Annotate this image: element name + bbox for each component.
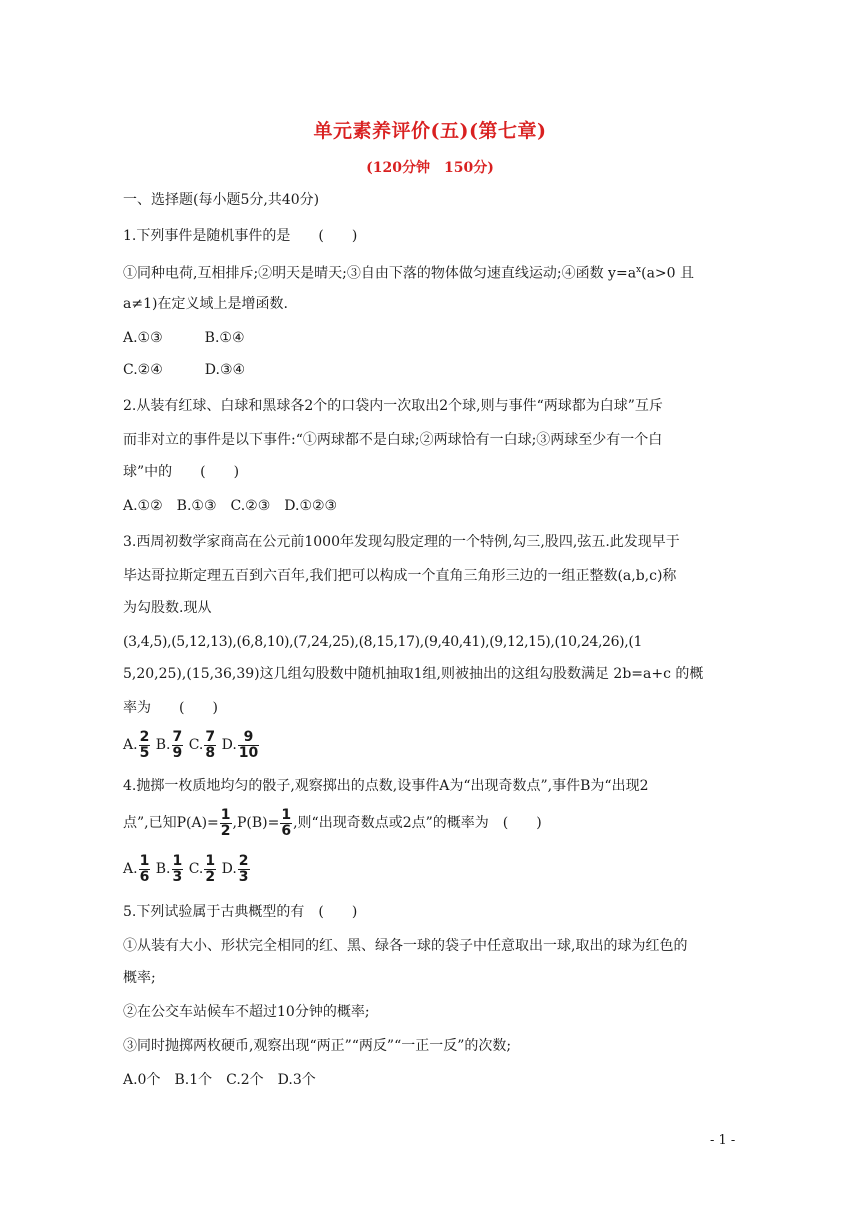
q2-line1: 2.从装有红球、白球和黑球各2个的口袋内一次取出2个球,则与事件“两球都为白球”互斥	[123, 398, 663, 414]
q3-option-d-label: D.	[221, 737, 237, 753]
q4-option-b-label: B.	[155, 861, 171, 877]
q4-option-d-fraction	[238, 854, 250, 885]
fraction-denominator: 3	[238, 868, 249, 885]
q3-option-c-label: C.	[188, 737, 204, 753]
q3-option-a-fraction	[139, 730, 151, 761]
q5-line1: ①从装有大小、形状完全相同的红、黑、绿各一球的袋子中任意取出一球,取出的球为红色的	[123, 938, 688, 954]
q3-line2: 毕达哥拉斯定理五百到六百年,我们把可以构成一个直角三角形三边的一组正整数(a,b,c)称	[123, 568, 677, 584]
q3-option-c-fraction	[204, 730, 216, 761]
fraction-denominator: 9	[172, 744, 183, 761]
fraction-denominator: 5	[139, 744, 150, 761]
fraction-numerator: 2	[238, 852, 249, 869]
q3-line6: 率为 ( )	[123, 700, 218, 716]
q1-line1-text: ①同种电荷,互相排斥;②明天是晴天;③自由下落的物体做匀速直线运动;④函数 y=a	[123, 265, 637, 282]
fraction-numerator: 1	[281, 806, 292, 823]
fraction-denominator: 6	[281, 822, 292, 839]
q4-fraction-pa	[220, 808, 232, 839]
q1-line1-text-end: (a>0 且	[641, 265, 695, 282]
fraction-denominator: 2	[220, 822, 231, 839]
q3-line4: (3,4,5),(5,12,13),(6,8,10),(7,24,25),(8,15,17),(9,40,41),(9,12,15),(10,24,26),(1	[123, 634, 643, 650]
q1-options-ab: A.①③ B.①④	[123, 330, 245, 346]
fraction-numerator: 1	[220, 806, 231, 823]
page-subtitle: (120分钟 150分)	[366, 160, 494, 176]
q5-options: A.0个 B.1个 C.2个 D.3个	[123, 1072, 316, 1088]
q2-line2: 而非对立的事件是以下事件:“①两球都不是白球;②两球恰有一白球;③两球至少有一个白	[123, 432, 663, 448]
q4-line2-text: 点”,已知P(A)=	[123, 815, 219, 831]
q5-line3: ②在公交车站候车不超过10分钟的概率;	[123, 1004, 370, 1020]
q1-superscript: x	[636, 265, 642, 275]
fraction-denominator: 6	[139, 868, 150, 885]
q3-option-b-fraction	[172, 730, 184, 761]
q1-stem: 1.下列事件是随机事件的是 ( )	[123, 228, 358, 244]
q4-option-a-label: A.	[123, 861, 138, 877]
fraction-denominator: 8	[205, 744, 216, 761]
q3-line3: 为勾股数.现从	[123, 600, 212, 616]
q3-line5: 5,20,25),(15,36,39)这几组勾股数中随机抽取1组,则被抽出的这组勾股数满足 2b=a+c 的概	[123, 666, 704, 682]
q1-line2: a≠1)在定义域上是增函数.	[123, 296, 288, 312]
q4-option-d-label: D.	[221, 861, 237, 877]
q4-options	[123, 852, 251, 886]
q3-option-a-label: A.	[123, 737, 138, 753]
fraction-numerator: 7	[205, 728, 216, 745]
q3-option-b-label: B.	[155, 737, 171, 753]
q4-option-b-fraction	[172, 854, 184, 885]
q2-line3: 球”中的 ( )	[123, 464, 240, 480]
fraction-numerator: 1	[172, 852, 183, 869]
q1-options-cd: C.②④ D.③④	[123, 362, 246, 378]
q4-line2-text-end: ,则“出现奇数点或2点”的概率为 ( )	[293, 815, 542, 831]
q4-option-a-fraction	[139, 854, 151, 885]
fraction-numerator: 2	[139, 728, 150, 745]
q4-fraction-pb	[280, 808, 292, 839]
fraction-denominator: 10	[238, 744, 259, 761]
page-title: 单元素养评价(五)(第七章)	[313, 120, 547, 142]
q5-line4: ③同时抛掷两枚硬币,观察出现“两正”“两反”“一正一反”的次数;	[123, 1038, 512, 1054]
fraction-numerator: 9	[238, 730, 259, 746]
q3-options	[123, 728, 260, 762]
q4-line2-text-mid: ,P(B)=	[232, 815, 280, 831]
fraction-numerator: 7	[172, 728, 183, 745]
fraction-denominator: 3	[172, 868, 183, 885]
q3-option-d-fraction	[238, 730, 259, 761]
fraction-denominator: 2	[205, 868, 216, 885]
q4-option-c-label: C.	[188, 861, 204, 877]
q4-option-c-fraction	[204, 854, 216, 885]
q4-line1: 4.抛掷一枚质地均匀的骰子,观察掷出的点数,设事件A为“出现奇数点”,事件B为“出现2	[123, 778, 649, 794]
q5-line2: 概率;	[123, 970, 156, 986]
fraction-numerator: 1	[205, 852, 216, 869]
q3-line1: 3.西周初数学家商高在公元前1000年发现勾股定理的一个特例,勾三,股四,弦五.此发现早于	[123, 534, 680, 550]
section-heading: 一、选择题(每小题5分,共40分)	[123, 192, 320, 208]
q1-line1	[123, 260, 694, 284]
q4-line2	[123, 806, 542, 840]
q5-stem: 5.下列试验属于古典概型的有 ( )	[123, 904, 358, 920]
q2-options: A.①② B.①③ C.②③ D.①②③	[123, 498, 338, 514]
fraction-numerator: 1	[139, 852, 150, 869]
page-number: - 1 -	[710, 1133, 736, 1148]
